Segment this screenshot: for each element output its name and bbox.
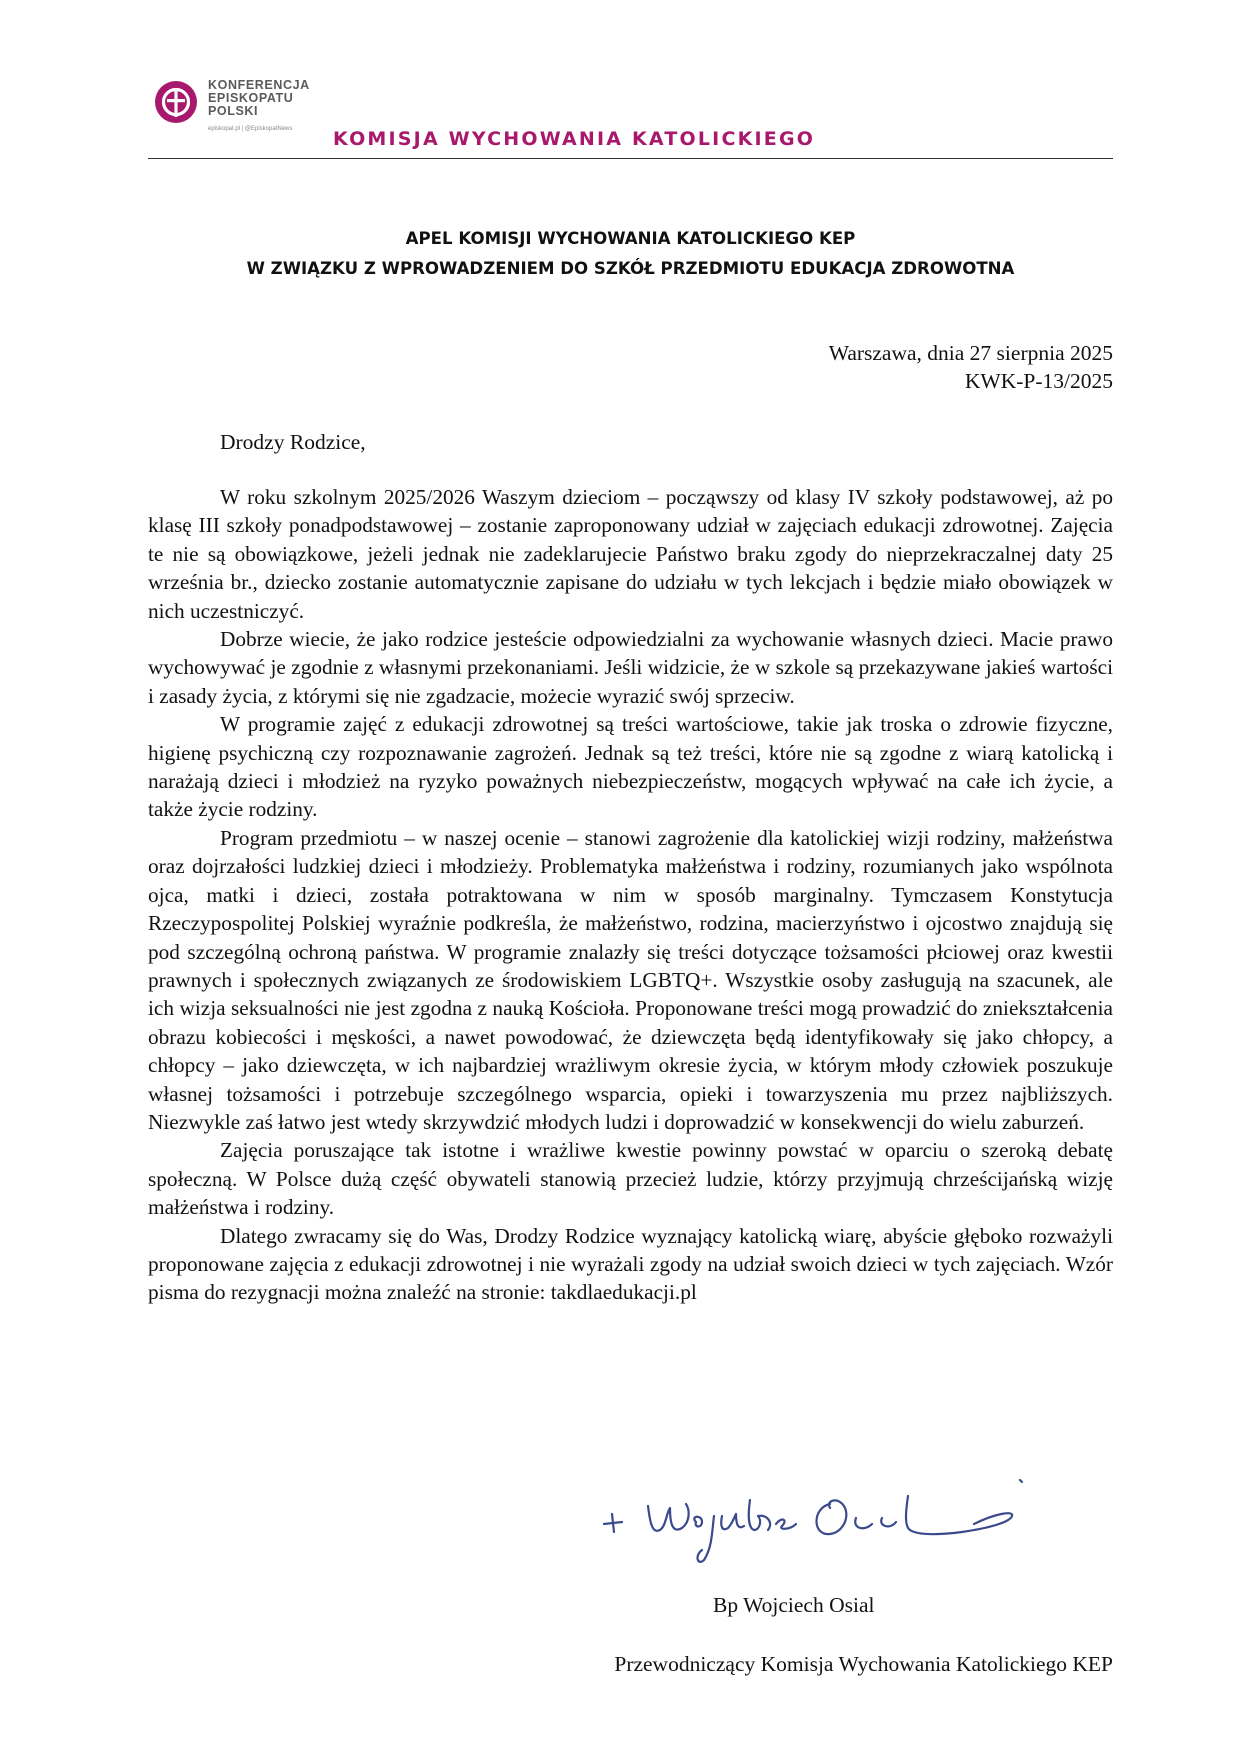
salutation: Drodzy Rodzice, xyxy=(220,430,366,454)
logo-line-2: EPISKOPATU xyxy=(208,91,294,105)
logo-line-3: POLSKI xyxy=(208,104,259,118)
place-date: Warszawa, dnia 27 sierpnia 2025 xyxy=(828,341,1113,365)
paragraph-1: W roku szkolnym 2025/2026 Waszym dzieciom – począwszy od klasy IV szkoły podstawowej, aż po klasę III szkoły ponadpodstawowej – zostanie zaproponowany udział w zajęciach edukacji zdrowotnej. Zajęcia te nie są obowiązkowe, jeżeli jednak nie zadeklarujecie Państwo braku zgody do nieprzekraczalnej daty 25 września br., dziecko zostanie automatycznie zapisane do udziału w tych lekcjach i będzie miało obowiązek w nich uczestniczyć. xyxy=(148,485,1113,623)
header-divider xyxy=(148,158,1113,159)
logo-line-1: KONFERENCJA xyxy=(208,78,310,92)
signer-role: Przewodniczący Komisja Wychowania Katolickiego KEP xyxy=(614,1652,1113,1676)
paragraph-5: Zajęcia poruszające tak istotne i wrażliwe kwestie powinny powstać w oparciu o szeroką debatę społeczną. W Polsce dużą część obywateli stanowią przecież ludzie, którzy przyjmują chrześcijańską wizję małżeństwa i rodziny. xyxy=(148,1138,1113,1220)
document-title xyxy=(148,224,1113,284)
cross-logo-icon xyxy=(153,79,199,125)
title-line-1: APEL KOMISJI WYCHOWANIA KATOLICKIEGO KEP xyxy=(405,229,856,248)
commission-name: KOMISJA WYCHOWANIA KATOLICKIEGO xyxy=(333,128,816,150)
letter-meta xyxy=(829,339,1113,395)
paragraph-2: Dobrze wiecie, że jako rodzice jesteście odpowiedzialni za wychowanie własnych dzieci. Macie prawo wychowywać je zgodnie z własnymi przekonaniami. Jeśli widzicie, że w szkole są przekazywane jakieś wartości i zasady życia, z którymi się nie zgadzacie, możecie wyrazić swój sprzeciw. xyxy=(148,627,1113,708)
handwritten-signature xyxy=(590,1456,1070,1576)
kep-logo xyxy=(153,76,353,136)
reference-number: KWK-P-13/2025 xyxy=(964,369,1113,393)
logo-web-handle: episkopat.pl | @EpiskopatNews xyxy=(208,126,293,132)
title-line-2: W ZWIĄZKU Z WPROWADZENIEM DO SZKÓŁ PRZEDMIOTU EDUKACJA ZDROWOTNA xyxy=(246,259,1015,278)
logo-wordmark xyxy=(208,79,310,118)
paragraph-4: Program przedmiotu – w naszej ocenie – stanowi zagrożenie dla katolickiej wizji rodziny, małżeństwa oraz dojrzałości ludzkiej dzieci i młodzieży. Problematyka małżeństwa i rodziny, rozumianych jako wspólnota ojca, matki i dzieci, została potraktowana w nim w sposób marginalny. Tymczasem Konstytucja Rzeczypospolitej Polskiej wyraźnie podkreśla, że małżeństwo, rodzina, macierzyństwo i ojcostwo znajdują się pod szczególną ochroną państwa. W programie znalazły się treści dotyczące tożsamości płciowej oraz kwestii prawnych i społecznych związanych ze środowiskiem LGBTQ+. Wszystkie osoby zasługują na szacunek, ale ich wizja seksualności nie jest zgodna z nauką Kościoła. Proponowane treści mogą prowadzić do zniekształcenia obrazu kobiecości i męskości, a nawet powodować, że dziewczęta będą identyfikowały się jako chłopcy, a chłopcy – jako dziewczęta, w ich najbardziej wrażliwym okresie życia, w którym młody człowiek poszukuje własnej tożsamości i potrzebuje szczególnego wsparcia, opieki i towarzyszenia mu przez najbliższych. Niezwykle zaś łatwo jest wtedy skrzywdzić młodych ludzi i doprowadzić w konsekwencji do wielu zaburzeń. xyxy=(148,825,1113,1134)
paragraph-6: Dlatego zwracamy się do Was, Drodzy Rodzice wyznający katolicką wiarę, abyście głęboko rozważyli proponowane zajęcia z edukacji zdrowotnej i nie wyrażali zgody na udział swoich dzieci w tych zajęciach. Wzór pisma do rezygnacji można znaleźć na stronie: takdlaedukacji.pl xyxy=(148,1223,1113,1305)
paragraph-3: W programie zajęć z edukacji zdrowotnej są treści wartościowe, takie jak troska o zdrowie fizyczne, higienę psychiczną czy rozpoznawanie zagrożeń. Jednak są też treści, które nie są zgodne z wiarą katolicką i narażają dzieci i młodzież na ryzyko poważnych niebezpieczeństw, mogących wpływać na całe ich życie, a także życie rodziny. xyxy=(148,712,1113,822)
signer-name: Bp Wojciech Osial xyxy=(713,1593,875,1617)
letter-body xyxy=(148,483,1113,1307)
